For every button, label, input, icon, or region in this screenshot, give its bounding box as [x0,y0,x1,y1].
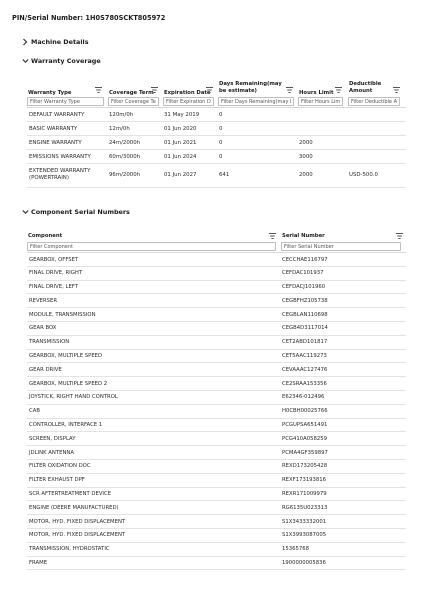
serial-number-cell: CEVAAAC127476 [282,366,328,373]
deductible-cell: USD-500.0 [349,172,378,178]
serial-number-cell: CECCHAE116797 [282,256,328,263]
serial-number-cell: PCG410A058259 [282,435,327,442]
table-row [27,460,406,474]
warranty-table [27,80,406,188]
machine-details-toggle[interactable] [22,38,89,46]
component-cell: FILTER OXIDATION DOC [29,463,91,470]
col-coverage-term [108,80,161,108]
filter-expiration-date-input[interactable] [163,97,214,106]
col-component-label: Component [28,233,63,239]
filter-deductible-amount-input[interactable] [348,97,400,106]
component-table-header [27,231,406,253]
hours-limit-cell: 2000 [299,140,313,146]
chevron-down-icon [22,208,28,216]
component-cell: FINAL DRIVE, LEFT [29,284,78,291]
expiration-date-cell: 01 Jun 2024 [164,154,197,160]
filter-days-remaining-input[interactable] [218,97,294,106]
table-row [27,432,406,446]
sort-icon[interactable] [95,87,102,93]
col-hours-limit [298,80,345,108]
sort-icon[interactable] [396,233,403,239]
coverage-term-cell: 96m/2000h [109,172,141,178]
table-row [27,350,406,364]
serial-number-cell: CE2SRAA153356 [282,380,327,387]
col-hours-limit-label: Hours Limit [299,90,334,96]
table-row [27,515,406,529]
component-cell: GEAR DRIVE [29,366,62,373]
component-cell: ENGINE (DEERE MANUFACTURED) [29,504,119,511]
component-cell: REVERSER [29,297,58,304]
table-row [27,501,406,515]
serial-number-cell: CET5AAC119273 [282,353,327,360]
component-table [27,231,406,570]
serial-number-cell: CEGBLAN110698 [282,311,328,318]
expiration-date-cell: 01 Jun 2020 [164,126,197,132]
component-cell: JOYSTICK, RIGHT HAND CONTROL [29,394,118,401]
component-cell: SCREEN, DISPLAY [29,435,76,442]
table-row [27,322,406,336]
coverage-term-cell: 24m/2000h [109,140,141,146]
col-warranty-type [27,80,106,108]
chevron-right-icon [22,38,28,46]
table-row [27,405,406,419]
component-cell: TRANSMISSION [29,339,70,346]
table-row [27,363,406,377]
table-row [27,122,406,136]
sort-icon[interactable] [151,87,158,93]
serial-number-cell: S1X3993087005 [282,532,327,539]
col-serial-number-label: Serial Number [282,233,325,239]
filter-serial-number-input[interactable] [281,242,401,251]
pin-serial-title: PIN/Serial Number: 1H0S780SCKT805972 [12,14,166,22]
filter-component-input[interactable] [27,242,276,251]
chevron-down-icon [22,57,28,65]
table-row [27,108,406,122]
days-remaining-cell: 0 [219,154,223,160]
col-days-remaining-label: Days Remaining(may be estimate) [219,81,282,94]
filter-warranty-type-input[interactable] [27,97,104,106]
table-row [27,164,406,188]
coverage-term-cell: 60m/3000h [109,154,141,160]
warranty-type-cell: EMISSIONS WARRANTY [29,154,91,160]
component-cell: FRAME [29,560,48,567]
warranty-type-cell: ENGINE WARRANTY [29,140,82,146]
coverage-term-cell: 12m/0h [109,126,130,132]
table-row [27,488,406,502]
warranty-type-cell: EXTENDED WARRANTY (POWERTRAIN) [29,168,91,181]
serial-number-cell: 1900000005836 [282,560,326,567]
days-remaining-cell: 0 [219,126,223,132]
filter-coverage-term-input[interactable] [108,97,159,106]
serial-number-cell: PCGUPSA651491 [282,422,328,429]
component-cell: MOTOR, HYD. FIXED DISPLACEMENT [29,532,126,539]
expiration-date-cell: 01 Jun 2021 [164,140,197,146]
table-row [27,529,406,543]
component-serials-toggle[interactable] [22,208,130,216]
table-row [27,253,406,267]
warranty-table-header [27,80,406,108]
table-row [27,557,406,571]
col-expiration-date [163,80,216,108]
serial-number-cell: CEFDACJ101960 [282,284,326,291]
days-remaining-cell: 0 [219,112,223,118]
warranty-type-cell: DEFAULT WARRANTY [29,112,85,118]
component-cell: GEAR BOX [29,325,57,332]
col-component [27,231,278,253]
component-cell: JDLINK ANTENNA [29,449,74,456]
sort-icon[interactable] [206,87,213,93]
table-row [27,543,406,557]
component-rows [27,253,406,570]
coverage-term-cell: 120m/0h [109,112,134,118]
serial-number-cell: S1X3433332001 [282,518,327,525]
serial-number-cell: RG6135U023313 [282,504,328,511]
sort-icon[interactable] [335,87,342,93]
component-cell: FINAL DRIVE, RIGHT [29,270,83,277]
table-row [27,308,406,322]
component-cell: MOTOR, HYD. FIXED DISPLACEMENT [29,518,126,525]
days-remaining-cell: 0 [219,140,223,146]
component-cell: GEARBOX, OFFSET [29,256,79,263]
serial-number-cell: REXF173193816 [282,477,327,484]
table-row [27,281,406,295]
hours-limit-cell: 3000 [299,154,313,160]
table-row [27,391,406,405]
table-row [27,294,406,308]
col-deductible-amount-label: Deductible Amount [349,81,382,94]
table-row [27,419,406,433]
component-cell: MODULE, TRANSMISSION [29,311,96,318]
component-cell: SCR AFTERTREATMENT DEVICE [29,491,112,498]
col-expiration-date-label: Expiration Date [164,90,211,96]
days-remaining-cell: 641 [219,172,230,178]
warranty-coverage-toggle[interactable] [22,57,101,65]
col-serial-number [281,231,405,253]
warranty-coverage-label: Warranty Coverage [31,57,101,65]
table-row [27,377,406,391]
serial-number-cell: PCMA4GF359897 [282,449,328,456]
col-warranty-type-label: Warranty Type [28,90,72,96]
sort-icon[interactable] [286,87,293,93]
component-cell: FILTER EXHAUST DPF [29,477,85,484]
expiration-date-cell: 01 Jun 2027 [164,172,197,178]
warranty-type-cell: BASIC WARRANTY [29,126,78,132]
col-coverage-term-label: Coverage Term [109,90,154,96]
serial-number-cell: H0CBH00025766 [282,408,328,415]
serial-number-cell: CEFDAC101937 [282,270,324,277]
component-cell: CAB [29,408,40,415]
sort-icon[interactable] [393,87,400,93]
serial-number-cell: E62346-012496 [282,394,325,401]
table-row [27,336,406,350]
serial-number-cell: REXD173205428 [282,463,328,470]
component-cell: TRANSMISSION, HYDROSTATIC [29,546,110,553]
sort-icon[interactable] [269,233,276,239]
serial-number-cell: 15365768 [282,546,309,553]
component-serials-label: Component Serial Numbers [31,208,130,216]
component-cell: GEARBOX, MULTIPLE SPEED [29,353,103,360]
hours-limit-cell: 2000 [299,172,313,178]
expiration-date-cell: 31 May 2019 [164,112,200,118]
table-row [27,446,406,460]
table-row [27,267,406,281]
machine-details-label: Machine Details [31,38,89,46]
component-cell: GEARBOX, MULTIPLE SPEED 2 [29,380,108,387]
table-row [27,150,406,164]
serial-number-cell: REXR171009979 [282,491,327,498]
table-row [27,474,406,488]
col-deductible-amount [348,80,404,108]
serial-number-cell: CEGB4D3117014 [282,325,328,332]
col-days-remaining [218,80,296,108]
component-cell: CONTROLLER, INTERFACE 1 [29,422,103,429]
filter-hours-limit-input[interactable] [298,97,343,106]
serial-number-cell: CEGBFHZ105738 [282,297,328,304]
serial-number-cell: CET2ABD101817 [282,339,328,346]
table-row [27,136,406,150]
